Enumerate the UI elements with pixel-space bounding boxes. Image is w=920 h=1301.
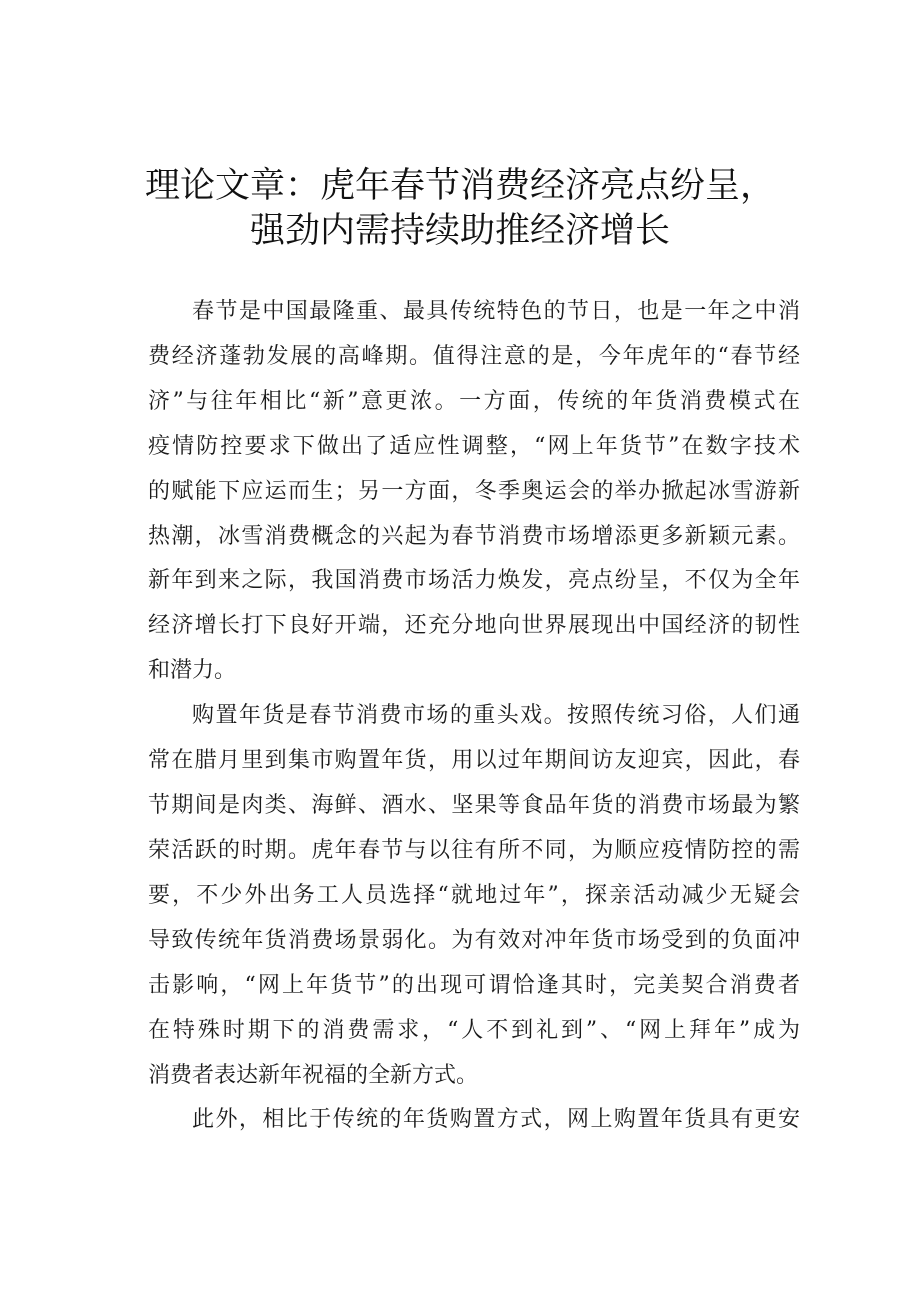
paragraph-2-line-9: 消费者表达新年祝福的全新方式。 [148,1063,479,1088]
paragraph-1-line-7: 新年到来之际，我国消费市场活力焕发，亮点纷呈，不仅为全年 [148,568,800,593]
paragraph-3-line-1: 此外，相比于传统的年货购置方式，网上购置年货具有更安 [192,1107,800,1132]
paragraph-2-line-3: 节期间是肉类、海鲜、酒水、坚果等食品年货的消费市场最为繁 [148,793,800,818]
paragraph-1-line-9: 和潜力。 [148,658,237,683]
paragraph-2-line-5: 要，不少外出务工人员选择“就地过年”，探亲活动减少无疑会 [148,883,800,908]
paragraph-2-line-7: 击影响，“网上年货节”的出现可谓恰逢其时，完美契合消费者 [148,973,800,998]
paragraph-1-line-5: 的赋能下应运而生；另一方面，冬季奥运会的举办掀起冰雪游新 [148,479,800,504]
paragraph-1-line-3: 济”与往年相比“新”意更浓。一方面，传统的年货消费模式在 [148,389,800,414]
paragraph-2-line-1: 购置年货是春节消费市场的重头戏。按照传统习俗，人们通 [192,703,800,728]
paragraph-2-line-8: 在特殊时期下的消费需求，“人不到礼到”、“网上拜年”成为 [148,1018,800,1043]
paragraph-1-line-6: 热潮，冰雪消费概念的兴起为春节消费市场增添更多新颖元素。 [148,524,800,549]
paragraph-2-line-2: 常在腊月里到集市购置年货，用以过年期间访友迎宾，因此，春 [148,748,800,773]
paragraph-2-line-6: 导致传统年货消费场景弱化。为有效对冲年货市场受到的负面冲 [148,928,800,953]
paragraph-1-line-1: 春节是中国最隆重、最具传统特色的节日，也是一年之中消 [192,299,800,324]
paragraph-1-line-8: 经济增长打下良好开端，还充分地向世界展现出中国经济的韧性 [148,613,800,638]
paragraph-1-line-2: 费经济蓬勃发展的高峰期。值得注意的是，今年虎年的“春节经 [148,344,800,369]
document-title-line-1: 理论文章：虎年春节消费经济亮点纷呈， [144,166,775,206]
document-title-line-2: 强劲内需持续助推经济增长 [249,211,670,251]
paragraph-2-line-4: 荣活跃的时期。虎年春节与以往有所不同，为顺应疫情防控的需 [148,838,800,863]
paragraph-1-line-4: 疫情防控要求下做出了适应性调整，“网上年货节”在数字技术 [148,434,800,459]
